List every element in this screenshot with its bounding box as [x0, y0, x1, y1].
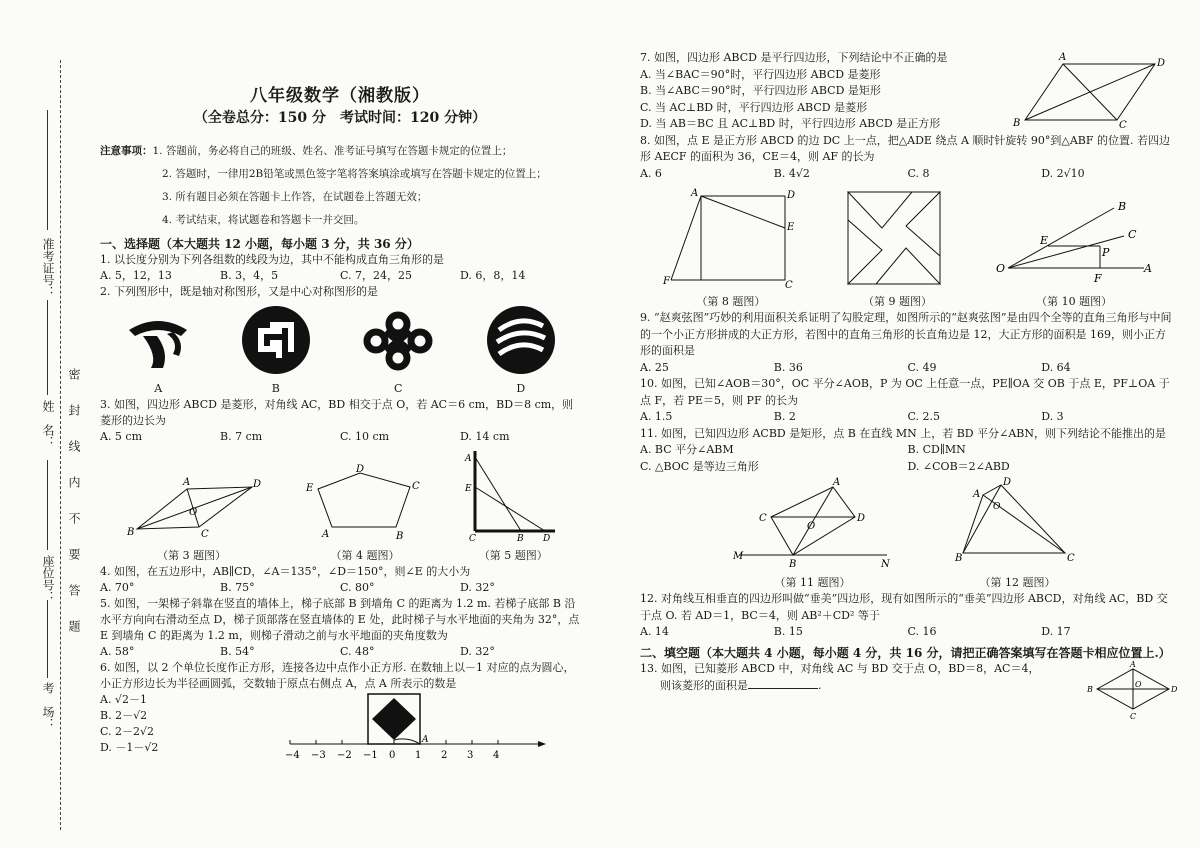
svg-text:O: O — [188, 507, 197, 518]
option[interactable]: D. －1－√2 — [100, 741, 159, 754]
svg-text:P: P — [1102, 246, 1110, 259]
svg-text:D: D — [1157, 58, 1166, 69]
room-field[interactable] — [47, 600, 48, 678]
svg-text:B: B — [517, 534, 524, 544]
svg-text:C: C — [758, 513, 767, 524]
mobile-logo-icon — [485, 304, 557, 376]
svg-text:C: C — [200, 529, 209, 540]
question-3: 3. 如图，四边形 ABCD 是菱形，对角线 AC，BD 相交于点 O，若 AC＝6 cm，BD＝8 cm，则菱形的边长为 — [100, 398, 574, 427]
svg-text:B: B — [954, 553, 962, 564]
figure-10 — [994, 198, 1154, 310]
admission-label: 准考证号： — [41, 238, 55, 298]
figure-9 — [842, 188, 952, 310]
option[interactable]: D. ∠COB＝2∠ABD — [907, 459, 1010, 473]
svg-text:A: A — [465, 454, 472, 464]
options — [640, 360, 1175, 377]
question-1: 1. 以长度分别为下列各组数的线段为边，其中不能构成直角三角形的是 — [100, 253, 444, 266]
option[interactable]: C. 10 cm — [340, 430, 390, 443]
parallelogram-figure — [1005, 50, 1175, 130]
seal-line — [60, 60, 61, 830]
figure-caption: （第 9 题图） — [862, 294, 932, 308]
option[interactable]: B. 54° — [220, 645, 255, 658]
svg-text:N: N — [880, 559, 890, 570]
svg-text:O: O — [1135, 680, 1142, 689]
svg-text:A: A — [321, 529, 330, 540]
question-7-block — [640, 50, 1175, 133]
svg-text:B: B — [126, 527, 135, 538]
option[interactable]: C. 8 — [907, 166, 930, 180]
option[interactable]: D. 当 AB＝BC 且 AC⊥BD 时，平行四边形 ABCD 是正方形 — [640, 117, 941, 130]
note-item: 3. 所有题目必须在答题卡上作答，在试题卷上答题无效； — [162, 191, 428, 203]
option[interactable]: B. 75° — [220, 581, 255, 594]
exam-subtitle: （全卷总分：150 分 考试时间：120 分钟） — [193, 110, 487, 126]
left-column — [100, 88, 580, 764]
exam-title: 八年级数学（湘教版） — [250, 86, 430, 106]
option-label: B — [271, 382, 280, 395]
option-label: C — [394, 382, 403, 395]
option[interactable]: B. 15 — [773, 625, 803, 638]
seat-field[interactable] — [47, 460, 48, 550]
options — [100, 692, 270, 764]
admission-field[interactable] — [47, 110, 48, 230]
svg-text:C: C — [411, 481, 420, 492]
option[interactable]: D. 2√10 — [1041, 166, 1085, 180]
option[interactable]: B. 4√2 — [773, 166, 810, 180]
svg-text:D: D — [856, 513, 865, 524]
option[interactable]: A. 当∠BAC＝90°时，平行四边形 ABCD 是菱形 — [640, 67, 881, 81]
option[interactable]: C. 48° — [340, 645, 375, 658]
option[interactable]: B. 当∠ABC＝90°时，平行四边形 ABCD 是矩形 — [640, 84, 881, 97]
figure-row-left — [100, 447, 580, 564]
svg-text:A: A — [1130, 660, 1136, 669]
logo-option-a[interactable] — [123, 306, 193, 397]
option[interactable]: A. 5 cm — [100, 430, 143, 443]
option[interactable]: A. 14 — [640, 625, 669, 638]
figure-caption: （第 10 题图） — [1036, 294, 1113, 308]
svg-text:O: O — [806, 521, 815, 532]
options — [640, 624, 1175, 641]
number-line-figure — [270, 692, 550, 764]
figure-row-right-2 — [640, 477, 1175, 591]
axis-tick-label: 1 — [415, 750, 422, 761]
option[interactable]: B. 7 cm — [220, 430, 263, 443]
orthodiagonal-figure — [953, 477, 1083, 569]
svg-text:O: O — [996, 262, 1006, 275]
svg-text:C: C — [1128, 228, 1137, 241]
option[interactable]: A. 1.5 — [640, 410, 673, 423]
name-field[interactable] — [47, 300, 48, 395]
question-13-stem2: 则该菱形的面积是 — [660, 678, 748, 692]
axis-tick-label: −3 — [311, 750, 326, 761]
logo-option-d[interactable] — [485, 304, 557, 397]
question-8: 8. 如图，点 E 是正方形 ABCD 的边 DC 上一点，把△ADE 绕点 A 顺时针旋转 90°到△ABF 的位置. 若四边形 AECF 的面积为 36，CE＝4，则 AF 的长为 — [640, 133, 1170, 163]
telecom-logo-icon — [123, 306, 193, 376]
svg-text:A: A — [182, 477, 190, 488]
svg-text:A: A — [690, 188, 699, 199]
svg-text:C: C — [1130, 712, 1137, 721]
answer-blank[interactable] — [748, 688, 818, 689]
right-column — [640, 50, 1178, 721]
question-12: 12. 对角线互相垂直的四边形叫做“垂美”四边形，现有如图所示的“垂美”四边形 ABCD，对角线 AC，BD 交于点 O. 若 AD＝1，BC＝4，则 AB²＋CD² 等于 — [640, 592, 1168, 622]
seat-label: 座位号： — [41, 555, 55, 603]
option[interactable]: A. 70° — [100, 581, 135, 594]
figure-3 — [117, 471, 267, 564]
figure-caption: （第 12 题图） — [979, 575, 1056, 589]
svg-text:C: C — [1066, 553, 1075, 564]
note-item: 1. 答题前，务必将自己的班级、姓名、准考证号填写在答题卡规定的位置上； — [152, 145, 513, 157]
svg-text:C: C — [784, 280, 793, 291]
question-9: 9. “赵爽弦图”巧妙的利用面积关系证明了勾股定理，如图所示的“赵爽弦图”是由四个全等的直角三角形与中间的一个小正方形拼成的大正方形，若图中的直角三角形的长直角边是 12，大正方形的面积是 169，则小正方形的面积是 — [640, 311, 1172, 357]
svg-text:E: E — [305, 483, 314, 494]
option[interactable]: D. 6，8，14 — [460, 269, 526, 282]
option[interactable]: B. 2 — [773, 410, 796, 423]
figure-5 — [463, 447, 563, 564]
rhombus-small-figure — [1085, 660, 1178, 721]
options — [100, 580, 580, 596]
pentagon-figure — [300, 465, 430, 543]
axis-tick-label: 2 — [441, 750, 448, 761]
rhombus-figure — [117, 471, 267, 543]
question-2: 2. 下列图形中，既是轴对称图形，又是中心对称图形的是 — [100, 285, 378, 298]
question-5: 5. 如图，一架梯子斜靠在竖直的墙体上，梯子底部 B 到墙角 C 的距离为 1.2 m. 若梯子底部 B 沿水平方向向右滑动至点 D，梯子顶部落在竖直墙体的 E 处，此时梯子与水平地面的夹角为 32°，点 E 到墙角 C 的距离为 1.2 m，则梯子滑动之前与水平地面的夹角度数为 — [100, 597, 580, 642]
option[interactable]: B. 3，4，5 — [220, 269, 279, 282]
svg-text:E: E — [1040, 234, 1049, 247]
figure-caption: （第 11 题图） — [774, 575, 851, 589]
svg-text:D: D — [1171, 685, 1178, 694]
option[interactable]: C. 49 — [907, 360, 937, 374]
option[interactable]: D. 3 — [1041, 410, 1064, 423]
svg-text:D: D — [355, 464, 365, 475]
angle-bisector-figure — [994, 198, 1154, 288]
option[interactable]: A. √2－1 — [100, 693, 147, 706]
svg-text:A: A — [1059, 52, 1067, 63]
options — [640, 409, 1175, 426]
svg-text:B: B — [788, 559, 796, 570]
svg-text:D: D — [252, 479, 261, 490]
notes-label: 注意事项： — [100, 145, 153, 157]
axis-tick-label: −4 — [285, 750, 300, 761]
options — [640, 459, 1175, 476]
option-label: A — [154, 382, 163, 395]
option[interactable]: C. 7，24，25 — [340, 269, 413, 282]
options — [100, 268, 580, 284]
question-13: 13. 如图，已知菱形 ABCD 中，对角线 AC 与 BD 交于点 O，BD＝8，AC＝4， — [640, 662, 1040, 675]
options — [640, 442, 1175, 459]
options — [640, 166, 1175, 183]
maze-logo-icon — [240, 304, 312, 376]
rectangle-line-figure — [733, 477, 893, 569]
question-11: 11. 如图，已知四边形 ACBD 是矩形，点 B 在直线 MN 上，若 BD 平分∠ABN，则下列结论不能推出的是 — [640, 426, 1166, 440]
svg-text:A: A — [832, 477, 840, 488]
unicom-knot-icon — [358, 306, 438, 376]
options — [100, 644, 580, 660]
svg-text:B: B — [1118, 200, 1127, 213]
option[interactable]: D. 64 — [1041, 360, 1071, 374]
option[interactable]: A. BC 平分∠ABM — [640, 443, 734, 456]
room-label: 考 场： — [41, 682, 55, 730]
svg-text:D: D — [786, 190, 795, 201]
square-rotation-figure — [661, 188, 801, 291]
option[interactable]: C. 当 AC⊥BD 时，平行四边形 ABCD 是菱形 — [640, 100, 868, 114]
name-label: 姓 名： — [41, 400, 55, 448]
option[interactable]: B. 2－√2 — [100, 709, 148, 722]
option[interactable]: B. CD∥MN — [907, 443, 966, 456]
zhao-shuang-figure — [842, 188, 952, 288]
axis-tick-label: 0 — [389, 750, 396, 761]
notes — [100, 140, 580, 232]
options — [100, 429, 580, 445]
axis-tick-label: −2 — [337, 750, 352, 761]
option[interactable]: C. 2.5 — [907, 410, 941, 423]
svg-text:B: B — [395, 531, 404, 542]
option[interactable]: D. 17 — [1041, 625, 1071, 638]
figure-4 — [300, 465, 430, 564]
figure-caption: （第 5 题图） — [478, 549, 548, 562]
axis-tick-label: −1 — [363, 750, 378, 761]
svg-text:M: M — [732, 551, 743, 562]
option[interactable]: C. △BOC 是等边三角形 — [640, 459, 759, 473]
svg-text:B: B — [1013, 118, 1021, 129]
logo-option-c[interactable] — [358, 306, 438, 397]
option[interactable]: B. 36 — [773, 360, 803, 374]
svg-text:C: C — [469, 534, 477, 544]
binding-margin — [0, 0, 90, 848]
option[interactable]: A. 25 — [640, 360, 669, 374]
svg-text:E: E — [786, 222, 795, 233]
option[interactable]: D. 32° — [460, 581, 495, 594]
svg-text:C: C — [1119, 120, 1127, 131]
option[interactable]: A. 5，12，13 — [100, 269, 172, 282]
figure-caption: （第 8 题图） — [696, 294, 766, 308]
svg-text:D: D — [543, 534, 551, 544]
logo-row — [100, 304, 580, 397]
section-title: 一、选择题（本大题共 12 小题，每小题 3 分，共 36 分） — [100, 237, 419, 251]
option[interactable]: D. 32° — [460, 645, 495, 658]
question-10: 10. 如图，已知∠AOB＝30°，OC 平分∠AOB，P 为 OC 上任意一点，PE∥OA 交 OB 于点 E，PF⊥OA 于点 F，若 PE＝5，则 PF 的长为 — [640, 377, 1170, 407]
question-6-body — [100, 692, 580, 764]
svg-text:O: O — [992, 502, 1000, 512]
figure-caption: （第 3 题图） — [157, 549, 227, 562]
svg-text:F: F — [662, 276, 670, 287]
option[interactable]: A. 6 — [640, 166, 662, 180]
seal-text: 密 封 线 内 不 要 答 题 — [67, 368, 81, 638]
figure-12 — [953, 477, 1083, 591]
option[interactable]: C. 80° — [340, 581, 375, 594]
option-label: D — [516, 382, 526, 395]
figure-11 — [733, 477, 893, 591]
svg-text:F: F — [1094, 272, 1102, 285]
question-13-block: 13. 如图，已知菱形 ABCD 中，对角线 AC 与 BD 交于点 O，BD＝8，AC＝4， 则该菱形的面积是 . A B D O C — [640, 660, 1178, 721]
figure-caption: （第 4 题图） — [330, 549, 400, 562]
svg-text:A: A — [972, 489, 980, 500]
svg-text:A: A — [422, 735, 429, 745]
figure-8 — [661, 188, 801, 310]
question-6: 6. 如图，以 2 个单位长度作正方形，连接各边中点作小正方形. 在数轴上以－1 对应的点为圆心，小正方形边长为半径画圆弧，交数轴于原点右侧点 A，点 A 所表示的数是 — [100, 661, 575, 690]
note-item: 2. 答题时，一律用2B铅笔或黑色签字笔将答案填涂或填写在答题卡规定的位置上； — [162, 168, 547, 180]
option[interactable]: D. 14 cm — [460, 430, 510, 443]
svg-text:B: B — [1087, 685, 1093, 694]
svg-text:E: E — [465, 484, 472, 494]
question-7: 7. 如图，四边形 ABCD 是平行四边形，下列结论中不正确的是 — [640, 51, 948, 64]
figure-row-right — [640, 188, 1175, 310]
option[interactable]: A. 58° — [100, 645, 135, 658]
ladder-figure — [463, 447, 563, 543]
axis-tick-label: 4 — [493, 750, 500, 761]
note-item: 4. 考试结束，将试题卷和答题卡一并交回。 — [162, 214, 365, 226]
option[interactable]: C. 16 — [907, 625, 937, 638]
section-title: 二、填空题（本大题共 4 小题，每小题 4 分，共 16 分，请把正确答案填写在答题卡相应位置上.） — [640, 645, 1171, 660]
logo-option-b[interactable] — [240, 304, 312, 397]
svg-text:D: D — [1002, 477, 1011, 488]
axis-tick-label: 3 — [467, 750, 474, 761]
option[interactable]: C. 2－2√2 — [100, 725, 155, 738]
question-4: 4. 如图，在五边形中，AB∥CD，∠A＝135°，∠D＝150°，则∠E 的大小为 — [100, 565, 471, 578]
svg-text:A: A — [1144, 262, 1153, 275]
